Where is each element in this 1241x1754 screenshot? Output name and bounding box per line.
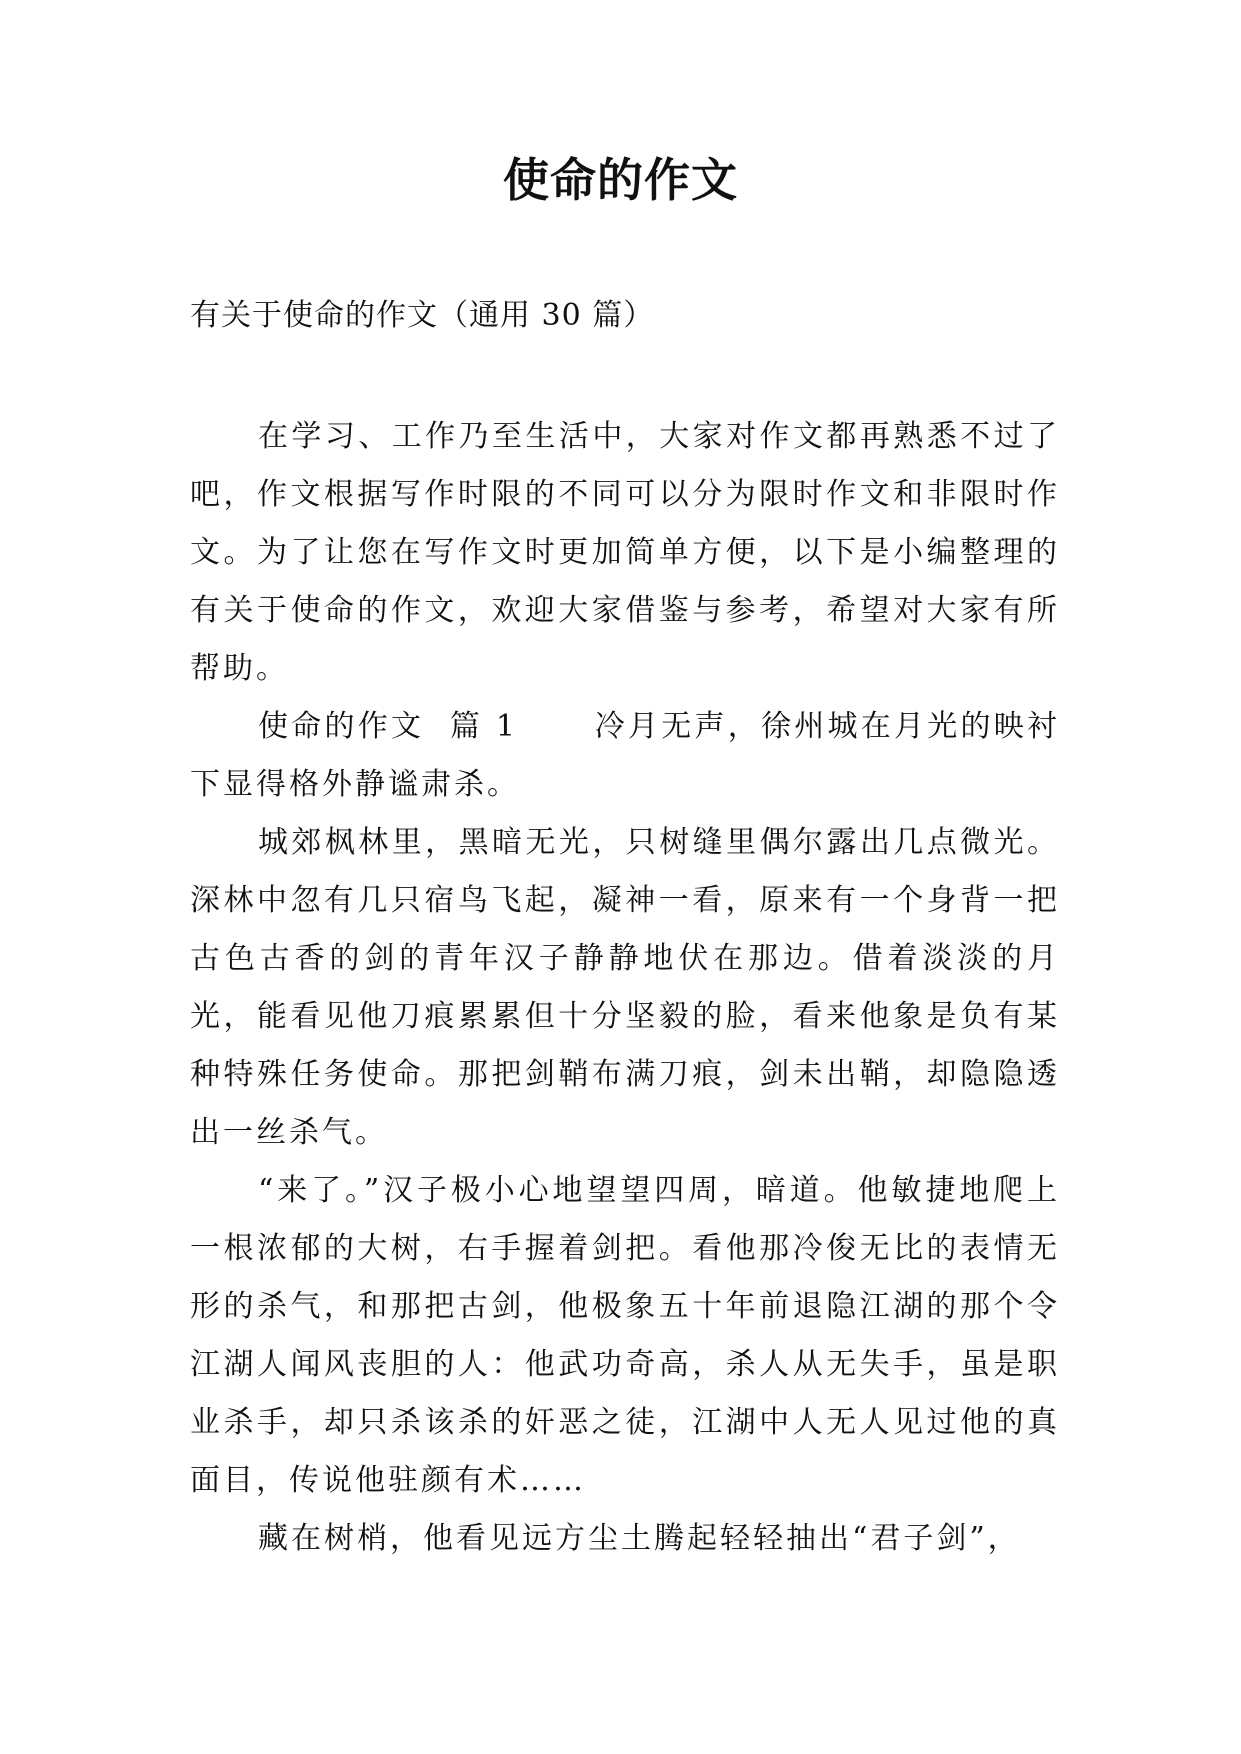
document-body: [190, 408, 1060, 1568]
paragraph-essay-1-heading: 使命的作文 篇 1 冷月无声，徐州城在月光的映衬下显得格外静谧肃杀。: [190, 709, 1060, 802]
paragraph-intro: 在学习、工作乃至生活中，大家对作文都再熟悉不过了吧，作文根据写作时限的不同可以分为限时作文和非限时作文。为了让您在写作文时更加简单方便，以下是小编整理的有关于使命的作文，欢迎大家借鉴与参考，希望对大家有所帮助。: [190, 419, 1060, 686]
page-title: 使命的作文: [503, 153, 738, 207]
document-subtitle: 有关于使命的作文（通用 30 篇）: [190, 298, 655, 333]
paragraph-forest: 城郊枫林里，黑暗无光，只树缝里偶尔露出几点微光。深林中忽有几只宿鸟飞起，凝神一看，原来有一个身背一把古色古香的剑的青年汉子静静地伏在那边。借着淡淡的月光，能看见他刀痕累累但十分坚毅的脸，看来他象是负有某种特殊任务使命。那把剑鞘布满刀痕，剑未出鞘，却隐隐透出一丝杀气。: [190, 825, 1060, 1150]
paragraph-arrival: “来了。”汉子极小心地望望四周，暗道。他敏捷地爬上一根浓郁的大树，右手握着剑把。看他那冷俊无比的表情无形的杀气，和那把古剑，他极象五十年前退隐江湖的那个令江湖人闻风丧胆的人：他武功奇高，杀人从无失手，虽是职业杀手，却只杀该杀的奸恶之徒，江湖中人无人见过他的真面目，传说他驻颜有术……: [190, 1173, 1060, 1498]
paragraph-treetop: 藏在树梢，他看见远方尘土腾起轻轻抽出“君子剑”，: [258, 1521, 1021, 1556]
